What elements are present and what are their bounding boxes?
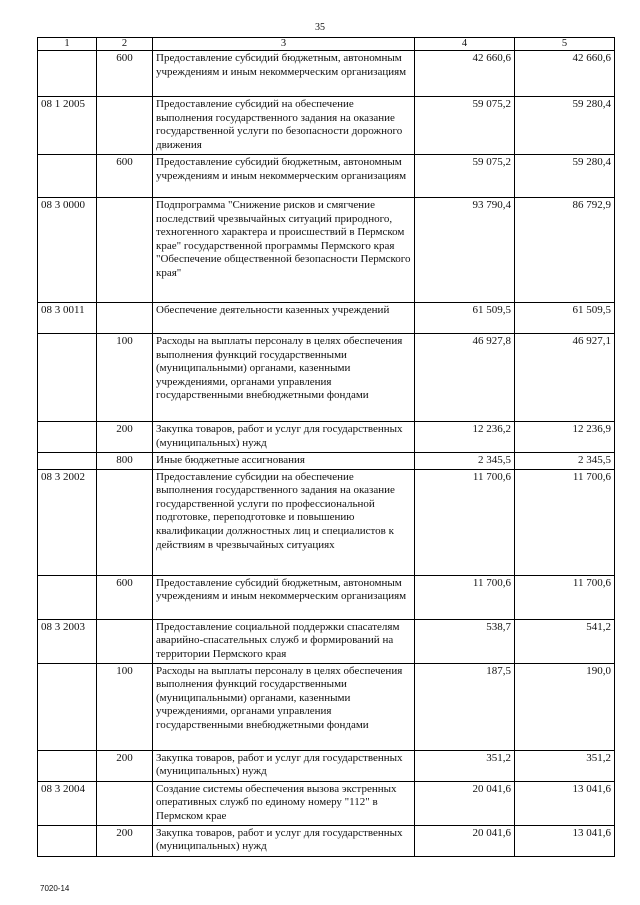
row-expense-type [97,198,153,303]
row-value-col4: 11 700,6 [415,469,515,575]
row-code: 08 3 0000 [38,198,97,303]
row-name: Предоставление субсидии на обеспечение выполнения государственного задания на оказание государственной услуги по профессиональной подготовке, переподготовке и повышению квалификации должностных лиц и специалистов к действиям в чрезвычайных ситуациях [153,469,415,575]
row-name: Закупка товаров, работ и услуг для государственных (муниципальных) нужд [153,825,415,856]
row-expense-type: 600 [97,51,153,97]
table-row [38,155,615,198]
row-expense-type [97,469,153,575]
row-code [38,825,97,856]
column-header-5: 5 [515,38,615,51]
table-row [38,663,615,750]
row-name: Предоставление социальной поддержки спасателям аварийно-спасательных служб и формирований на территории Пермского края [153,619,415,663]
column-number-row [38,38,615,51]
row-name: Подпрограмма "Снижение рисков и смягчение последствий чрезвычайных ситуаций природного, техногенного характера и происшествий в Пермском крае" государственной программы Пермского края "Обеспечение общественной безопасности Пермского края" [153,198,415,303]
row-code [38,422,97,453]
table-row [38,575,615,619]
table-row [38,334,615,422]
row-name: Предоставление субсидий бюджетным, автономным учреждениям и иным некоммерческим организациям [153,575,415,619]
row-name: Предоставление субсидий на обеспечение выполнения государственного задания на оказание государственной услуги по безопасности дорожного движения [153,97,415,155]
row-code [38,453,97,470]
row-value-col5: 190,0 [515,663,615,750]
row-name: Обеспечение деятельности казенных учреждений [153,303,415,334]
row-value-col4: 187,5 [415,663,515,750]
row-value-col4: 538,7 [415,619,515,663]
row-name: Предоставление субсидий бюджетным, автономным учреждениям и иным некоммерческим организациям [153,155,415,198]
row-name: Закупка товаров, работ и услуг для государственных (муниципальных) нужд [153,422,415,453]
table-row [38,422,615,453]
row-name: Закупка товаров, работ и услуг для государственных (муниципальных) нужд [153,750,415,781]
table-row [38,825,615,856]
row-code [38,750,97,781]
row-value-col5: 11 700,6 [515,469,615,575]
row-value-col5: 13 041,6 [515,825,615,856]
row-expense-type: 200 [97,825,153,856]
row-value-col4: 11 700,6 [415,575,515,619]
row-name: Создание системы обеспечения вызова экстренных оперативных служб по единому номеру "112" в Пермском крае [153,781,415,825]
table-row [38,750,615,781]
row-value-col4: 2 345,5 [415,453,515,470]
row-expense-type [97,303,153,334]
row-expense-type [97,781,153,825]
row-code: 08 3 2002 [38,469,97,575]
row-value-col4: 351,2 [415,750,515,781]
row-expense-type: 600 [97,575,153,619]
row-value-col5: 541,2 [515,619,615,663]
column-header-2: 2 [97,38,153,51]
row-name: Расходы на выплаты персоналу в целях обеспечения выполнения функций государственными (муниципальными) органами, казенными учреждениями, органами управления государственными внебюджетными фондами [153,334,415,422]
row-value-col4: 59 075,2 [415,97,515,155]
table-row [38,619,615,663]
row-expense-type: 100 [97,663,153,750]
row-value-col5: 42 660,6 [515,51,615,97]
table-row [38,303,615,334]
row-value-col5: 13 041,6 [515,781,615,825]
row-code: 08 3 2003 [38,619,97,663]
row-code [38,663,97,750]
row-value-col4: 59 075,2 [415,155,515,198]
table-row [38,51,615,97]
row-value-col5: 12 236,9 [515,422,615,453]
table-row [38,453,615,470]
table-row [38,198,615,303]
table-row [38,469,615,575]
row-expense-type [97,97,153,155]
row-code: 08 3 0011 [38,303,97,334]
row-expense-type: 200 [97,422,153,453]
row-code: 08 1 2005 [38,97,97,155]
column-header-3: 3 [153,38,415,51]
row-expense-type: 600 [97,155,153,198]
row-code [38,334,97,422]
row-value-col4: 93 790,4 [415,198,515,303]
row-value-col5: 2 345,5 [515,453,615,470]
row-expense-type [97,619,153,663]
row-value-col5: 351,2 [515,750,615,781]
row-value-col5: 46 927,1 [515,334,615,422]
row-value-col4: 46 927,8 [415,334,515,422]
column-header-4: 4 [415,38,515,51]
table-row [38,781,615,825]
row-expense-type: 200 [97,750,153,781]
row-value-col5: 11 700,6 [515,575,615,619]
row-value-col4: 42 660,6 [415,51,515,97]
row-value-col5: 59 280,4 [515,155,615,198]
row-value-col4: 20 041,6 [415,825,515,856]
row-value-col4: 61 509,5 [415,303,515,334]
row-name: Предоставление субсидий бюджетным, автономным учреждениям и иным некоммерческим организациям [153,51,415,97]
row-name: Расходы на выплаты персоналу в целях обеспечения выполнения функций государственными (муниципальными) органами, казенными учреждениями, органами управления государственными внебюджетными фондами [153,663,415,750]
row-value-col5: 86 792,9 [515,198,615,303]
row-code [38,155,97,198]
table-row [38,97,615,155]
row-expense-type: 100 [97,334,153,422]
row-code [38,575,97,619]
row-value-col5: 59 280,4 [515,97,615,155]
column-header-1: 1 [38,38,97,51]
row-name: Иные бюджетные ассигнования [153,453,415,470]
row-code [38,51,97,97]
row-value-col5: 61 509,5 [515,303,615,334]
row-code: 08 3 2004 [38,781,97,825]
footer-document-code: 7020-14 [40,884,70,893]
page-number: 35 [315,22,325,33]
row-value-col4: 20 041,6 [415,781,515,825]
budget-table [37,37,615,857]
row-expense-type: 800 [97,453,153,470]
row-value-col4: 12 236,2 [415,422,515,453]
